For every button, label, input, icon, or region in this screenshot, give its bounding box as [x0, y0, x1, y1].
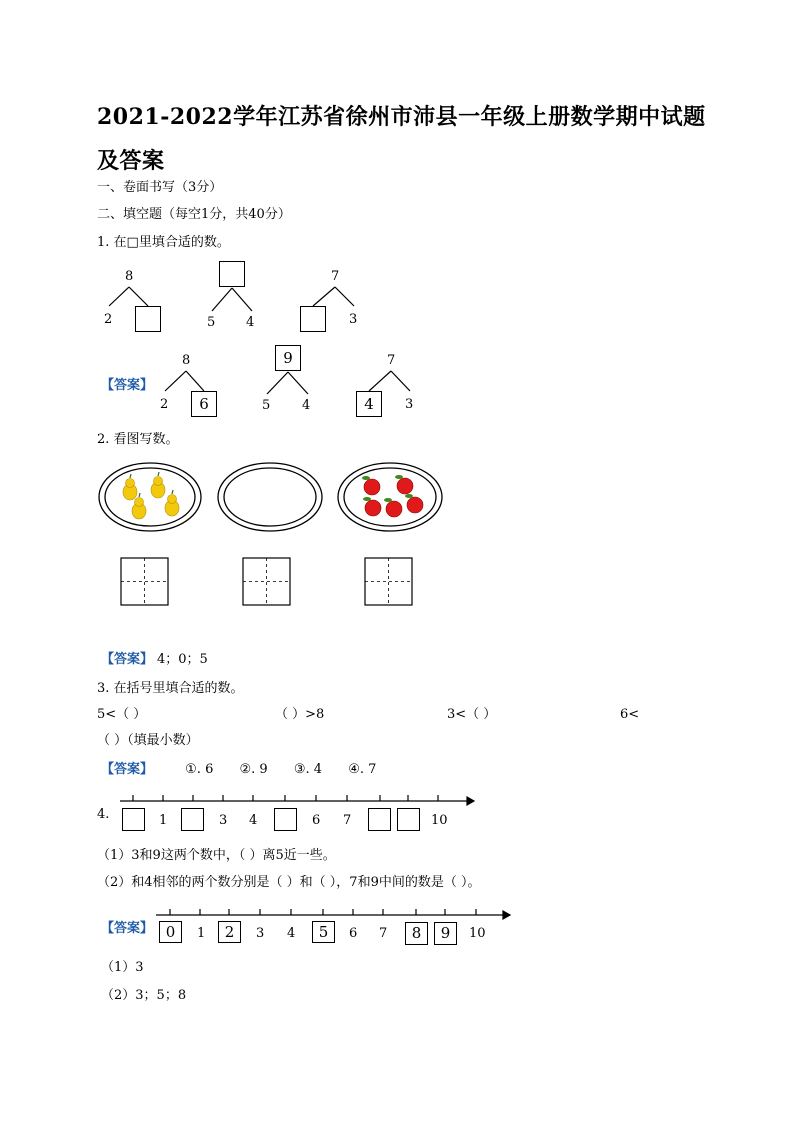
- section-heading-1: 一、卷面书写（3分）: [97, 180, 223, 195]
- q3-answer-1: ①. 6: [185, 762, 214, 777]
- q4-label-7: 7: [343, 813, 352, 828]
- ans-tree2-right: 4: [302, 398, 311, 413]
- tree3-right: 3: [349, 312, 358, 327]
- writing-grid-1[interactable]: [121, 558, 168, 605]
- pear-icon: [123, 474, 137, 500]
- q4-label-6: 6: [312, 813, 321, 828]
- tree3-top: 7: [331, 269, 340, 284]
- question-1-text: 1. 在□里填合适的数。: [97, 235, 230, 250]
- apple-icon: [405, 494, 423, 513]
- q4-blank-box-9[interactable]: [397, 808, 420, 831]
- plate-2: [218, 463, 322, 531]
- q3-item-4: 6<: [620, 707, 640, 722]
- question-2-text: 2. 看图写数。: [97, 432, 179, 447]
- q4-label-4: 4: [249, 813, 258, 828]
- ans-tree3-right: 3: [405, 397, 414, 412]
- q4-answer-box-5: 5: [312, 921, 335, 943]
- pear-icon: [165, 490, 179, 516]
- q4-answer-box-9: 9: [434, 922, 457, 945]
- plate-1: [99, 463, 201, 531]
- q4-answer-label-10: 10: [469, 926, 486, 941]
- q4-blank-box-0[interactable]: [122, 808, 145, 831]
- q1-tree-lines: [109, 287, 410, 394]
- q3-item-2: （ ）>8: [275, 707, 325, 722]
- q2-answer: [101, 650, 208, 670]
- tree2-right: 4: [246, 315, 255, 330]
- q3-answer-2: ②. 9: [239, 762, 268, 777]
- page-title: 2021-2022学年江苏省徐州市沛县一年级上册数学期中试题及答案: [97, 104, 706, 174]
- q2-answer-value: 4；0；5: [157, 652, 208, 667]
- apple-icon: [362, 476, 380, 495]
- tree1-left: 2: [104, 312, 113, 327]
- q1-answer-label: 【答案】: [101, 378, 154, 393]
- q4-label-1: 1: [159, 813, 168, 828]
- q3-item-3: 3<（ ）: [447, 707, 497, 722]
- q3-answer-label: 【答案】: [101, 762, 154, 777]
- question-3-text: 3. 在括号里填合适的数。: [97, 681, 244, 696]
- q4-answer-label-7: 7: [379, 926, 388, 941]
- q4-answer-label-1: 1: [197, 926, 206, 941]
- q4-answer-label-4: 4: [287, 926, 296, 941]
- apple-icon: [395, 475, 413, 494]
- q4-number-line: [120, 795, 474, 805]
- tree2-left: 5: [207, 315, 216, 330]
- pear-icon: [151, 472, 165, 498]
- writing-grid-3[interactable]: [365, 558, 412, 605]
- q4-label-10: 10: [431, 813, 448, 828]
- q4-blank-box-5[interactable]: [274, 808, 297, 831]
- q3-line-2: （ ）（填最小数）: [97, 733, 199, 748]
- apple-icon-group: [362, 475, 423, 517]
- q4-answer-box-0: 0: [159, 921, 182, 943]
- ans-tree1-right-box: 6: [191, 391, 217, 417]
- q2-answer-label: 【答案】: [101, 652, 154, 667]
- q4-sub-question-1: （1）3和9这两个数中，（ ）离5近一些。: [97, 848, 336, 863]
- q4-answer-1: （1）3: [101, 960, 144, 975]
- ans-tree2-top-box: 9: [275, 345, 301, 371]
- ans-tree3-top: 7: [387, 353, 396, 368]
- apple-icon: [384, 498, 402, 517]
- q3-answer-3: ③. 4: [293, 762, 323, 777]
- ans-tree1-top: 8: [182, 353, 191, 368]
- q3-item-1: 5<（ ）: [97, 707, 147, 722]
- apple-icon: [363, 497, 381, 516]
- q4-answer-label-6: 6: [349, 926, 358, 941]
- question-4-label: 4.: [97, 807, 110, 822]
- q4-label-3: 3: [219, 813, 228, 828]
- section-heading-2: 二、填空题（每空1分，共40分）: [97, 207, 291, 222]
- q4-blank-box-2[interactable]: [181, 808, 204, 831]
- q4-answer-label: 【答案】: [101, 921, 154, 936]
- q4-blank-box-8[interactable]: [368, 808, 391, 831]
- q4-sub-question-2: （2）和4相邻的两个数分别是（ ）和（ ），7和9中间的数是（ ）。: [97, 875, 481, 890]
- q4-answer-2: （2）3；5；8: [101, 988, 187, 1003]
- ans-tree1-left: 2: [160, 397, 169, 412]
- writing-grid-2[interactable]: [243, 558, 290, 605]
- ans-tree2-left: 5: [262, 398, 271, 413]
- ans-tree3-left-box: 4: [356, 391, 382, 417]
- q4-answer-box-8: 8: [405, 922, 428, 945]
- q4-answer-label-3: 3: [256, 926, 265, 941]
- plate-3: [338, 463, 442, 531]
- tree1-top: 8: [125, 269, 134, 284]
- q4-answer-box-2: 2: [218, 921, 241, 943]
- q3-answer: [101, 760, 376, 780]
- q4-answer-number-line: [156, 909, 510, 919]
- pear-icon-group: [123, 472, 179, 519]
- q3-answer-4: ④. 7: [348, 762, 377, 777]
